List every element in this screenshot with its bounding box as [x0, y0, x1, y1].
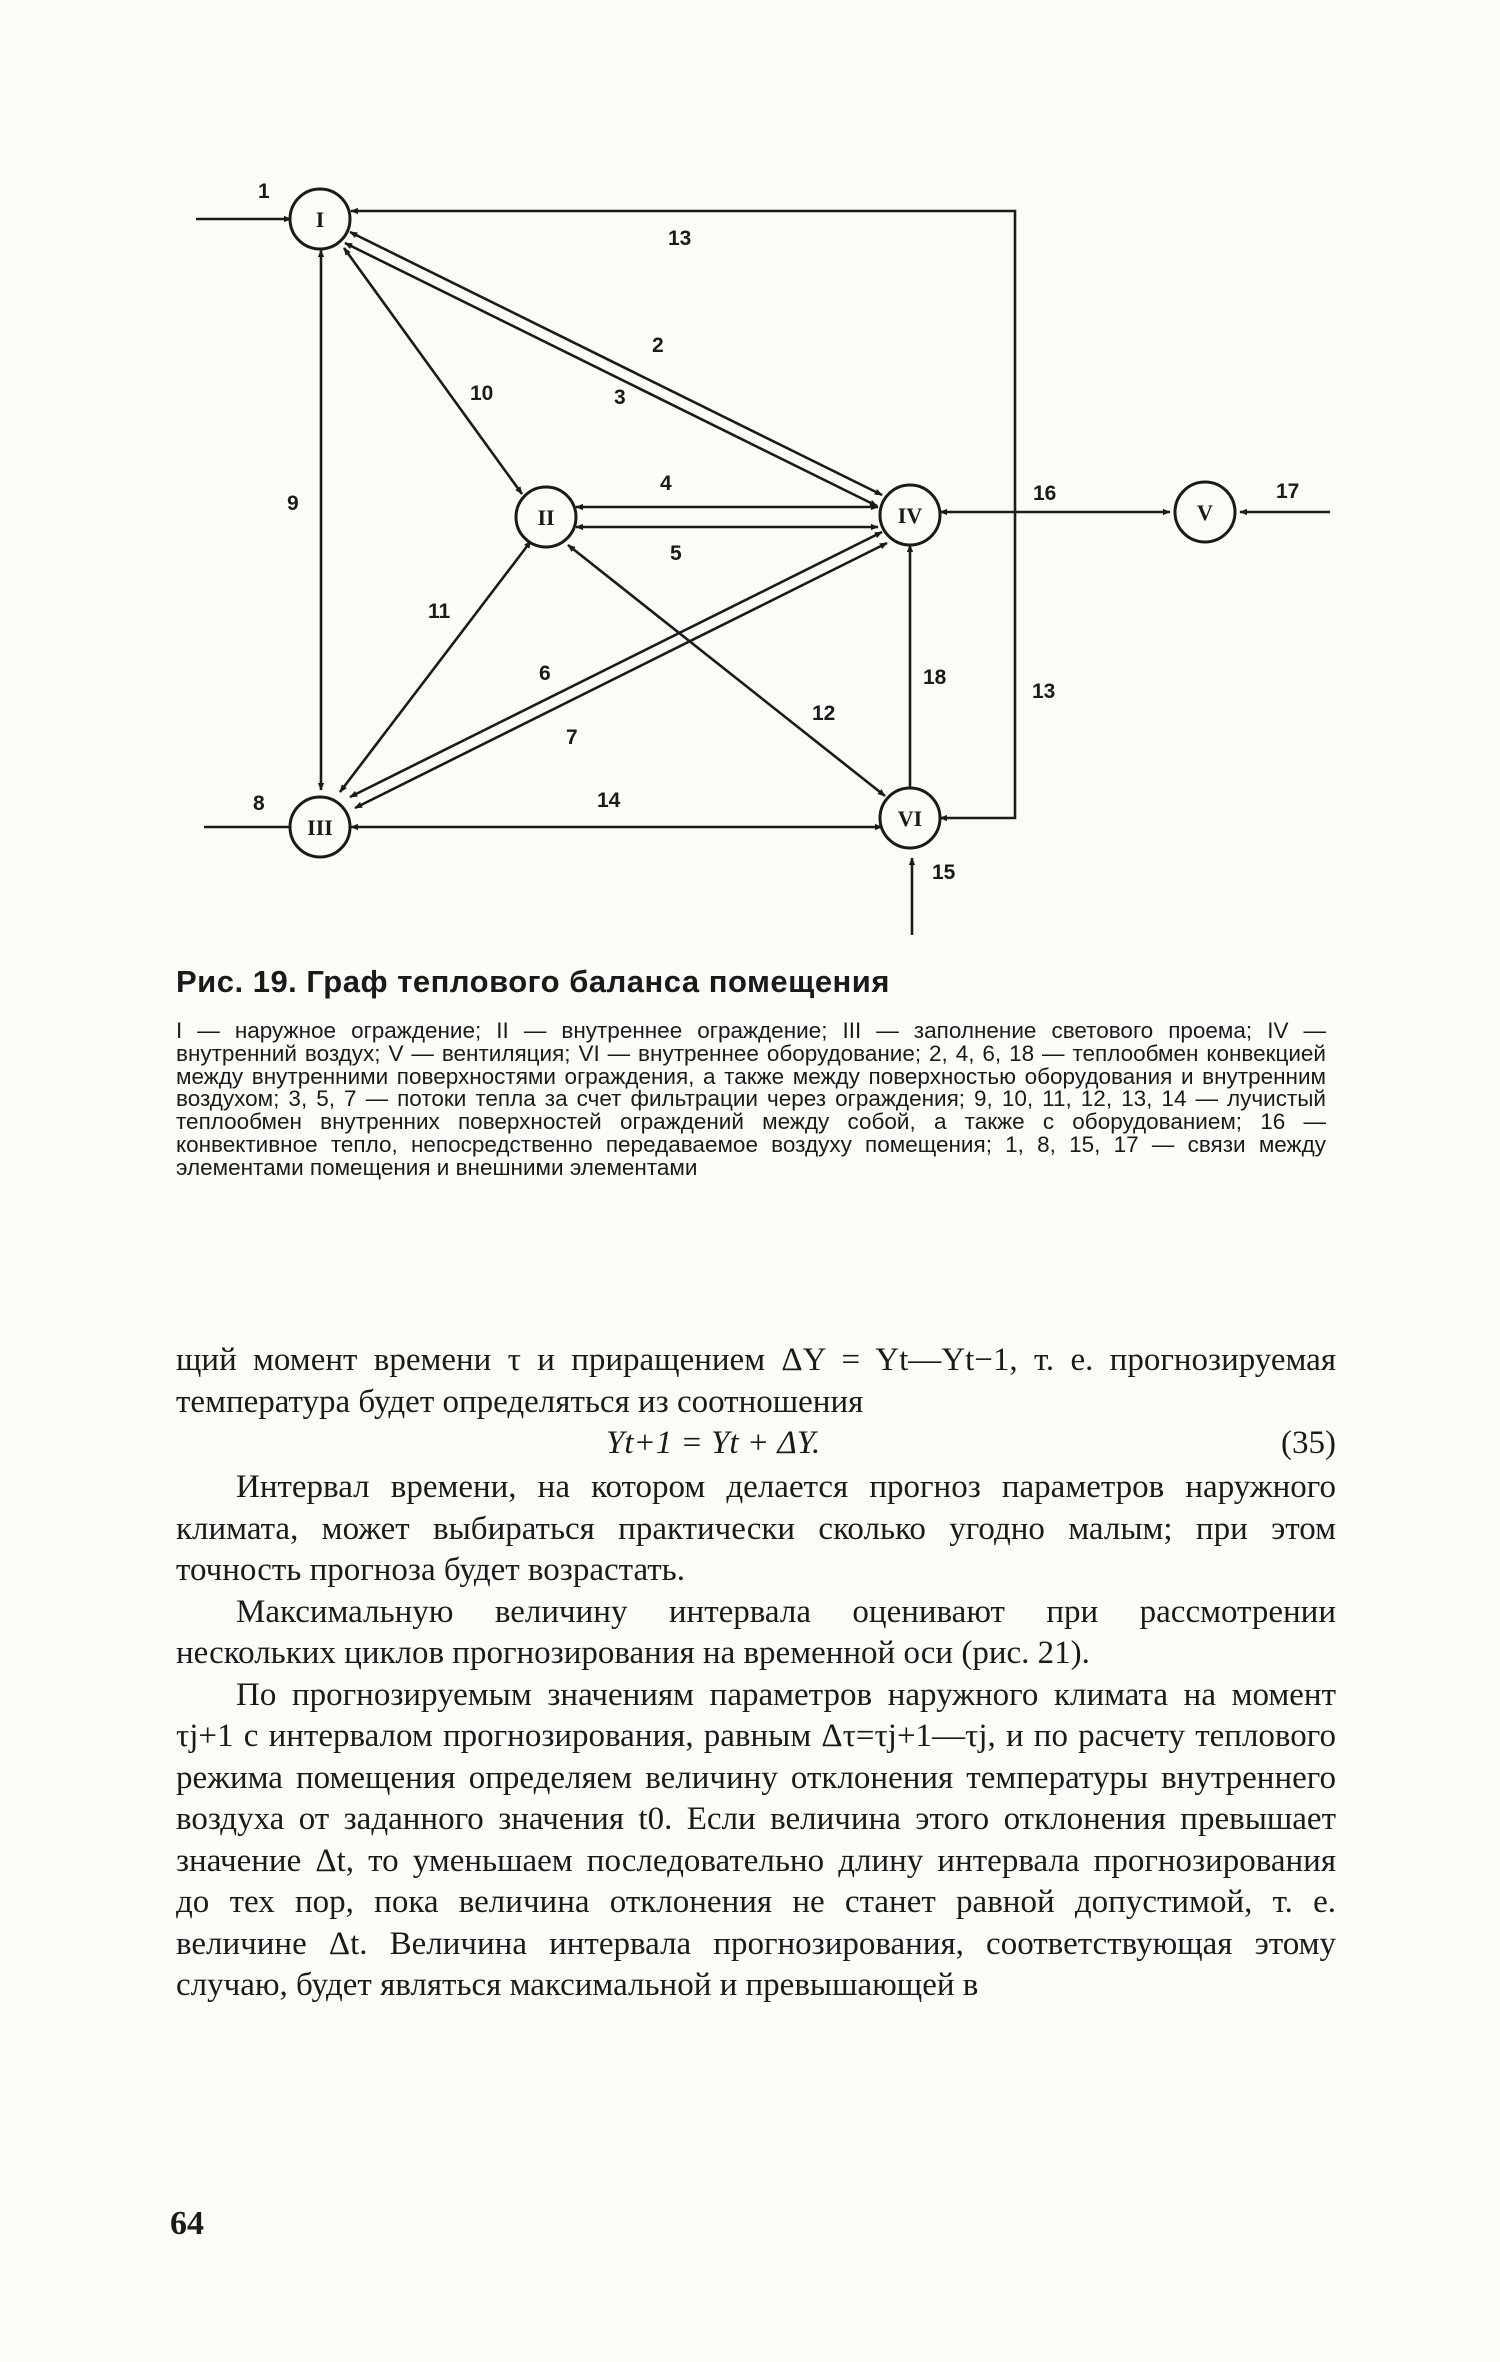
label-13-right: 13 — [1032, 680, 1056, 703]
label-6: 6 — [539, 662, 551, 685]
figure-caption-title: Рис. 19. Граф теплового баланса помещения — [176, 964, 890, 999]
edge-3 — [345, 243, 877, 506]
node-label-VI: VI — [897, 806, 923, 831]
edge-7 — [355, 543, 887, 808]
label-5: 5 — [670, 542, 682, 565]
edge-10 — [344, 248, 522, 494]
node-label-IV: IV — [897, 503, 923, 528]
label-11: 11 — [428, 600, 451, 623]
page-number: 64 — [170, 2205, 204, 2242]
label-14: 14 — [597, 789, 621, 812]
label-15: 15 — [932, 861, 956, 884]
label-16: 16 — [1033, 482, 1057, 505]
label-4: 4 — [660, 472, 672, 495]
edge-12 — [568, 545, 885, 796]
equation-number: (35) — [1281, 1425, 1336, 1461]
node-label-II: II — [537, 505, 555, 530]
label-12: 12 — [812, 702, 836, 725]
node-label-III: III — [307, 815, 333, 840]
paragraph-2: Интервал времени, на котором делается прогноз параметров наружного климата, может выбираться практически сколько угодно малым; при этом точность прогноза будет возрастать. — [176, 1469, 1336, 1588]
paragraph-4: По прогнозируемым значениям параметров наружного климата на момент τj+1 с интервалом прогнозирования, равным Δτ=τj+1—τj, и по расчету теплового режима помещения определяем величину отклонения температуры внутреннего воздуха от заданного значения t0. Если величина этого отклонения превышает значение Δt, то уменьшаем последовательно длину интервала прогнозирования до тех пор, пока величина отклонения не станет равной допустимой, т. е. величине Δt. Величина интервала прогнозирования, соответствующая этому случаю, будет являться максимальной и превышающей в — [176, 1676, 1336, 2003]
label-3: 3 — [614, 386, 626, 409]
edge-2 — [350, 232, 882, 495]
label-2: 2 — [652, 334, 664, 357]
body-text — [176, 1340, 1336, 2007]
label-7: 7 — [566, 726, 578, 749]
label-9: 9 — [287, 492, 299, 515]
figure-caption-legend: I — наружное ограждение; II — внутреннее ограждение; III — заполнение светового проема; IV — внутренний воздух; V — вентиляция; VI — внутреннее оборудование; 2, 4, 6, 18 — теплообмен конвекцией между внутренними поверхностями ограждения, а также между поверхностью оборудования и внутренним воздухом; 3, 5, 7 — потоки тепла за счет фильтрации через ограждения; 9, 10, 11, 12, 13, 14 — лучистый теплообмен внутренних поверхностей ограждений между собой, а также с оборудованием; 16 — конвективное тепло, непосредственно передаваемое воздуху помещения; 1, 8, 15, 17 — связи между элементами помещения и внешними элементами — [176, 1018, 1326, 1180]
node-label-V: V — [1197, 500, 1213, 525]
formula-line — [176, 1423, 1336, 1467]
paragraph-1: щий момент времени τ и приращением ΔY = Yt—Yt−1, т. е. прогнозируемая температура будет определяться из соотношения — [176, 1342, 1336, 1420]
edge-6 — [350, 532, 882, 797]
label-8: 8 — [253, 792, 265, 815]
paragraph-3: Максимальную величину интервала оценивают при рассмотрении нескольких циклов прогнозирования на временной оси (рис. 21). — [176, 1593, 1336, 1671]
node-label-I: I — [315, 207, 325, 232]
label-17: 17 — [1276, 480, 1300, 503]
formula: Yt+1 = Yt + ΔY. — [606, 1425, 821, 1461]
label-1: 1 — [258, 180, 270, 203]
label-13-top: 13 — [668, 227, 692, 250]
label-10: 10 — [470, 382, 494, 405]
label-18: 18 — [923, 666, 947, 689]
heat-balance-graph — [0, 0, 1500, 960]
